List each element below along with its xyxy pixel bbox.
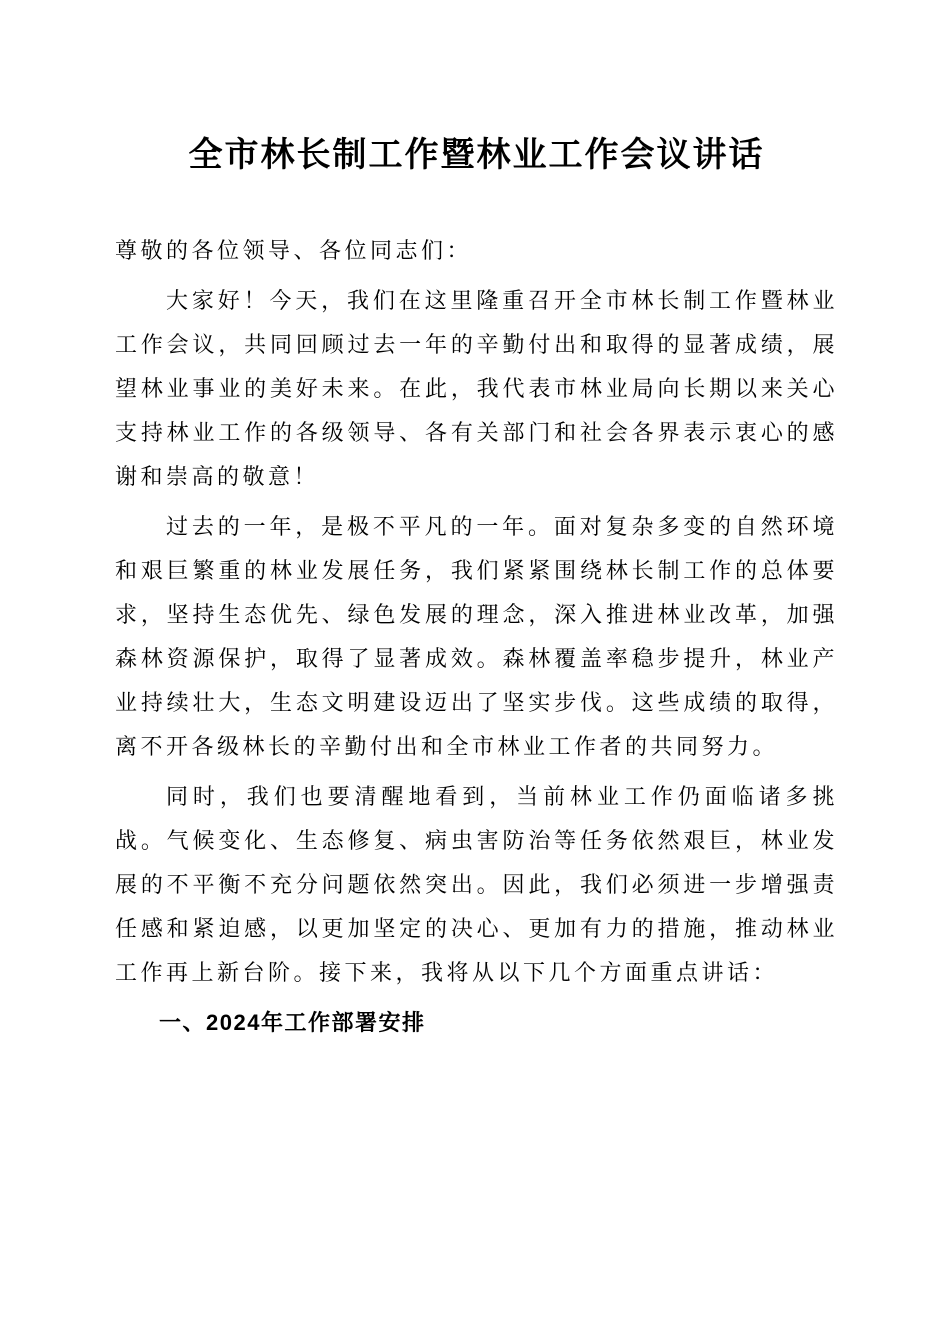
paragraph-greeting: 大家好！今天，我们在这里隆重召开全市林长制工作暨林业工作会议，共同回顾过去一年的辛勤付出和取得的显著成绩，展望林业事业的美好未来。在此，我代表市林业局向长期以来关心支持林业工作的各级领导、各有关部门和社会各界表示衷心的感谢和崇高的敬意！ — [115, 288, 838, 489]
document-body — [115, 229, 838, 1045]
paragraph-review: 过去的一年，是极不平凡的一年。面对复杂多变的自然环境和艰巨繁重的林业发展任务，我们紧紧围绕林长制工作的总体要求，坚持生态优先、绿色发展的理念，深入推进林业改革，加强森林资源保护，取得了显著成效。森林覆盖率稳步提升，林业产业持续壮大，生态文明建设迈出了坚实步伐。这些成绩的取得，离不开各级林长的辛勤付出和全市林业工作者的共同努力。 — [115, 514, 838, 759]
document-title: 全市林长制工作暨林业工作会议讲话 — [188, 137, 765, 174]
paragraph-challenges: 同时，我们也要清醒地看到，当前林业工作仍面临诸多挑战。气候变化、生态修复、病虫害防治等任务依然艰巨，林业发展的不平衡不充分问题依然突出。因此，我们必须进一步增强责任感和紧迫感，以更加坚定的决心、更加有力的措施，推动林业工作再上新台阶。接下来，我将从以下几个方面重点讲话： — [115, 784, 838, 985]
salutation-line: 尊敬的各位领导、各位同志们： — [115, 238, 473, 263]
section-heading-2024-plan: 一、2024年工作部署安排 — [159, 1010, 426, 1035]
